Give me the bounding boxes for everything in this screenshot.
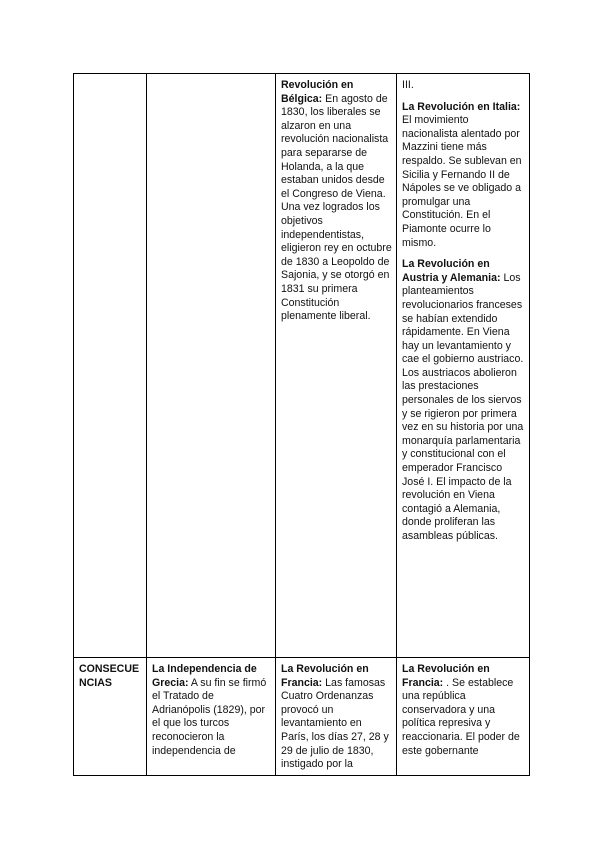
table-row [74, 74, 530, 658]
table-cell-francia-1 [276, 658, 397, 776]
francia-text-2: . Se establece una república conservadora y una política represiva y reaccionaria. El poder de este gobernante [402, 676, 520, 757]
francia-title-2: La Revolución en Francia: [402, 663, 490, 689]
italia-text: El movimiento nacionalista alentado por Mazzini tiene más respaldo. Se sublevan en Sicilia y Fernando II de Nápoles se ve obligado a promulgar una Constitución. En el Piamonte ocurre lo mismo. [402, 114, 522, 249]
consecuencias-label: CONSECUENCIAS [74, 658, 147, 776]
belgica-title: Revolución en Bélgica: [281, 79, 354, 105]
italia-paragraph [402, 101, 525, 251]
austria-paragraph [402, 258, 525, 543]
francia-title-1: La Revolución en Francia: [281, 663, 369, 689]
austria-title: La Revolución en Austria y Alemania: [402, 258, 501, 284]
history-table [73, 73, 530, 776]
table-cell-empty [147, 74, 276, 658]
table-row [74, 658, 530, 776]
table-cell-italia-austria [397, 74, 530, 658]
table-cell-empty [74, 74, 147, 658]
intro-text: III. [402, 79, 414, 91]
austria-text: Los planteamientos revolucionarios franceses se habían extendido rápidamente. En Viena hay un levantamiento y cae el gobierno austriaco. Los austriacos abolieron las prestaciones personales de los siervos y se rigieron por primera vez en su historia por una monarquía parlamentaria y constitucional con el emperador Francisco José I. El impacto de la revolución en Viena contagió a Alemania, donde proliferan las asambleas públicas. [402, 271, 524, 542]
grecia-title: La Independencia de Grecia: [152, 663, 257, 689]
italia-title: La Revolución en Italia: [402, 100, 521, 113]
francia-text-1: Las famosas Cuatro Ordenanzas provocó un levantamiento en París, los días 27, 28 y 29 de julio de 1830, instigado por la [281, 676, 389, 771]
table-cell-belgica [276, 74, 397, 658]
intro-paragraph [402, 79, 525, 93]
table-cell-grecia [147, 658, 276, 776]
table-cell-francia-2 [397, 658, 530, 776]
grecia-text: A su fin se firmó el Tratado de Adrianópolis (1829), por el que los turcos reconocieron la independencia de [152, 676, 267, 757]
belgica-text: En agosto de 1830, los liberales se alzaron en una revolución nacionalista para separarse de Holanda, a la que estaban unidos desde el Congreso de Viena. Una vez logrados los objetivos independentistas, eligieron rey en octubre de 1830 a Leopoldo de Sajonia, y se otorgó en 1831 su primera Constitución plenamente liberal. [281, 92, 392, 323]
